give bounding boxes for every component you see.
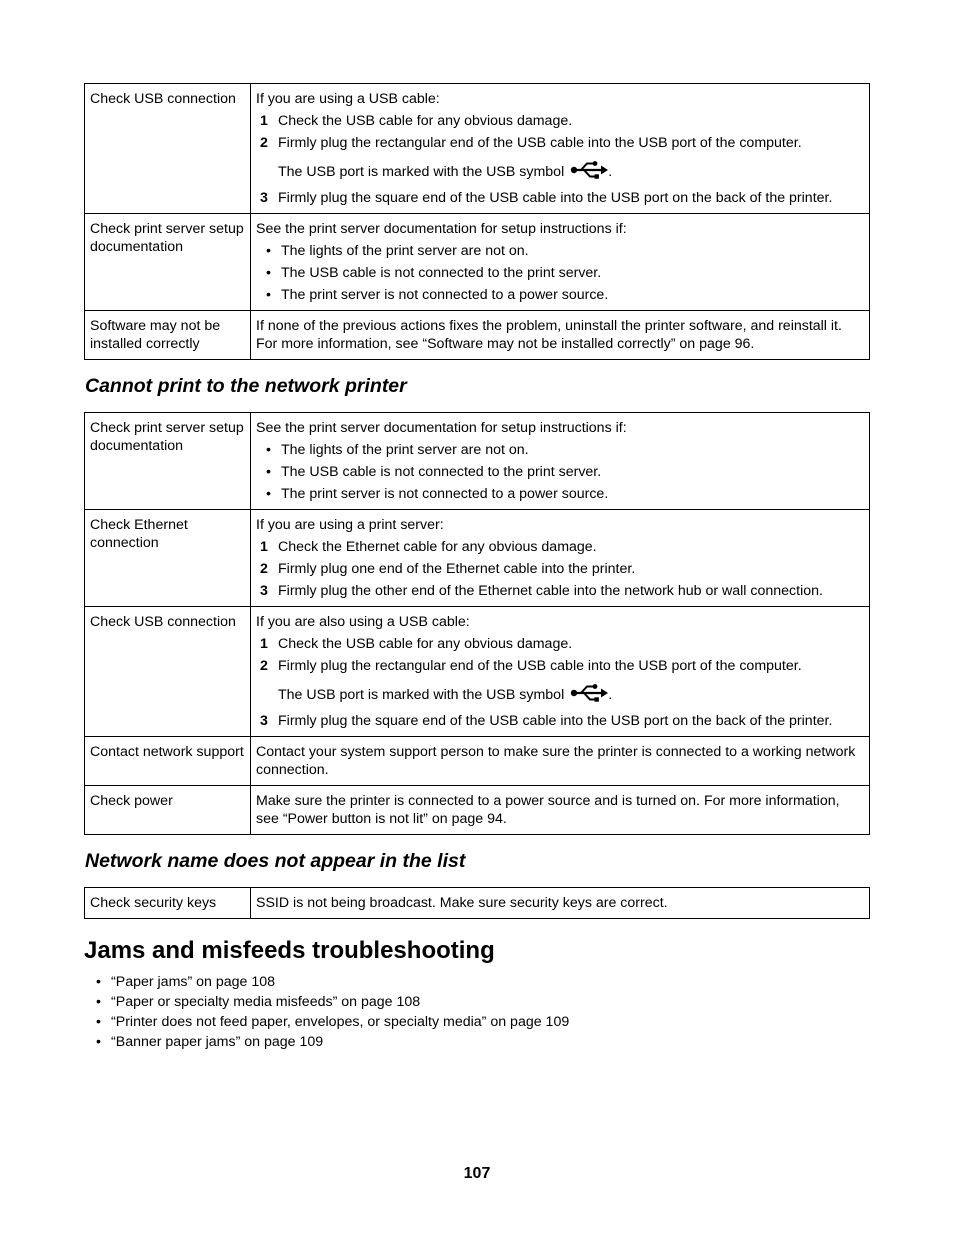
usb-symbol-icon (570, 160, 608, 185)
row-label: Check Ethernet connection (85, 510, 251, 607)
troubleshooting-table-2 (84, 412, 870, 835)
numbered-step (256, 582, 864, 600)
bullet-icon: • (266, 464, 271, 480)
step-text: Firmly plug the rectangular end of the USB cable into the USB port of the computer. (278, 658, 802, 674)
row-label: Check USB connection (85, 607, 251, 737)
numbered-step (256, 657, 864, 708)
section-heading: Cannot print to the network printer (85, 375, 407, 397)
numbered-step (256, 635, 864, 653)
table-row (85, 607, 870, 737)
step-number: 3 (260, 583, 268, 599)
step-number: 2 (260, 658, 268, 674)
list-item (84, 994, 870, 1010)
bullet-icon: • (266, 243, 271, 259)
bullet-text: The print server is not connected to a power source. (281, 287, 609, 303)
list-item (84, 1014, 870, 1030)
jams-link-list (84, 974, 870, 1050)
step-subtext: The USB port is marked with the USB symbol . (278, 683, 864, 708)
row-label: Check USB connection (85, 84, 251, 214)
row-label: Check print server setup documentation (85, 214, 251, 311)
step-text: Firmly plug one end of the Ethernet cable into the printer. (278, 561, 636, 577)
table-row (85, 413, 870, 510)
step-number: 3 (260, 190, 268, 206)
bullet-icon: • (266, 287, 271, 303)
usb-note: The USB port is marked with the USB symbol (278, 164, 565, 180)
row-content (251, 510, 870, 607)
main-heading: Jams and misfeeds troubleshooting (84, 937, 495, 964)
row-content (251, 413, 870, 510)
row-label: Software may not be installed correctly (85, 311, 251, 360)
bullet-icon: • (266, 486, 271, 502)
numbered-step (256, 112, 864, 130)
bullet-icon: • (266, 265, 271, 281)
page-content (84, 83, 870, 1050)
bullet-item (256, 441, 864, 459)
row-label: Check security keys (85, 888, 251, 919)
list-item (84, 974, 870, 990)
bullet-item (256, 463, 864, 481)
step-number: 1 (260, 636, 268, 652)
row-label: Check print server setup documentation (85, 413, 251, 510)
step-text: Firmly plug the square end of the USB cable into the USB port on the back of the printer. (278, 190, 833, 206)
row-text: If none of the previous actions fixes the problem, uninstall the printer software, and reinstall it. For more information, see “Software may not be installed correctly” on page 96. (251, 311, 870, 360)
step-number: 3 (260, 713, 268, 729)
row-intro: If you are using a USB cable: (256, 91, 440, 107)
numbered-step (256, 560, 864, 578)
table-row (85, 888, 870, 919)
row-content (251, 84, 870, 214)
step-text-block (278, 657, 864, 708)
cross-reference-link[interactable]: “Paper or specialty media misfeeds” on page 108 (111, 994, 421, 1010)
step-text-block (278, 134, 864, 185)
bullet-item (256, 242, 864, 260)
step-number: 2 (260, 561, 268, 577)
numbered-step (256, 538, 864, 556)
row-label: Contact network support (85, 737, 251, 786)
bullet-icon: • (96, 1034, 101, 1050)
bullet-item (256, 485, 864, 503)
list-item (84, 1034, 870, 1050)
table-row (85, 311, 870, 360)
bullet-icon: • (96, 974, 101, 990)
table-row (85, 510, 870, 607)
row-label: Check power (85, 786, 251, 835)
step-number: 1 (260, 113, 268, 129)
numbered-step (256, 189, 864, 207)
row-text: Make sure the printer is connected to a power source and is turned on. For more information, see “Power button is not lit” on page 94. (251, 786, 870, 835)
table-row (85, 214, 870, 311)
row-text: Contact your system support person to make sure the printer is connected to a working network connection. (251, 737, 870, 786)
cross-reference-link[interactable]: “Banner paper jams” on page 109 (111, 1034, 324, 1050)
cross-reference-link[interactable]: “Paper jams” on page 108 (111, 974, 276, 990)
table-row (85, 786, 870, 835)
step-text: Check the USB cable for any obvious damage. (278, 636, 573, 652)
numbered-step (256, 134, 864, 185)
section-heading: Network name does not appear in the list (85, 850, 466, 872)
usb-symbol-icon (570, 683, 608, 708)
step-text: Check the Ethernet cable for any obvious damage. (278, 539, 597, 555)
bullet-item (256, 264, 864, 282)
row-intro: See the print server documentation for setup instructions if: (256, 420, 627, 436)
step-text: Firmly plug the other end of the Ethernet cable into the network hub or wall connection. (278, 583, 823, 599)
step-text: Check the USB cable for any obvious damage. (278, 113, 573, 129)
bullet-icon: • (96, 994, 101, 1010)
table-row (85, 737, 870, 786)
cross-reference-link[interactable]: “Printer does not feed paper, envelopes, or specialty media” on page 109 (111, 1014, 570, 1030)
row-text: SSID is not being broadcast. Make sure security keys are correct. (251, 888, 870, 919)
bullet-item (256, 286, 864, 304)
bullet-text: The USB cable is not connected to the print server. (281, 464, 602, 480)
usb-note: The USB port is marked with the USB symbol (278, 687, 565, 703)
page-number: 107 (463, 1165, 491, 1182)
row-content (251, 607, 870, 737)
row-intro: See the print server documentation for setup instructions if: (256, 221, 627, 237)
table-row (85, 84, 870, 214)
bullet-text: The lights of the print server are not on. (281, 243, 529, 259)
numbered-step (256, 712, 864, 730)
row-intro: If you are using a print server: (256, 517, 444, 533)
bullet-icon: • (96, 1014, 101, 1030)
step-text: Firmly plug the square end of the USB cable into the USB port on the back of the printer. (278, 713, 833, 729)
step-subtext: The USB port is marked with the USB symbol . (278, 160, 864, 185)
step-text: Firmly plug the rectangular end of the USB cable into the USB port of the computer. (278, 135, 802, 151)
row-content (251, 214, 870, 311)
step-number: 1 (260, 539, 268, 555)
troubleshooting-table-1 (84, 83, 870, 360)
bullet-text: The USB cable is not connected to the print server. (281, 265, 602, 281)
row-intro: If you are also using a USB cable: (256, 614, 470, 630)
bullet-text: The lights of the print server are not on. (281, 442, 529, 458)
troubleshooting-table-3 (84, 887, 870, 919)
bullet-text: The print server is not connected to a power source. (281, 486, 609, 502)
bullet-icon: • (266, 442, 271, 458)
step-number: 2 (260, 135, 268, 151)
